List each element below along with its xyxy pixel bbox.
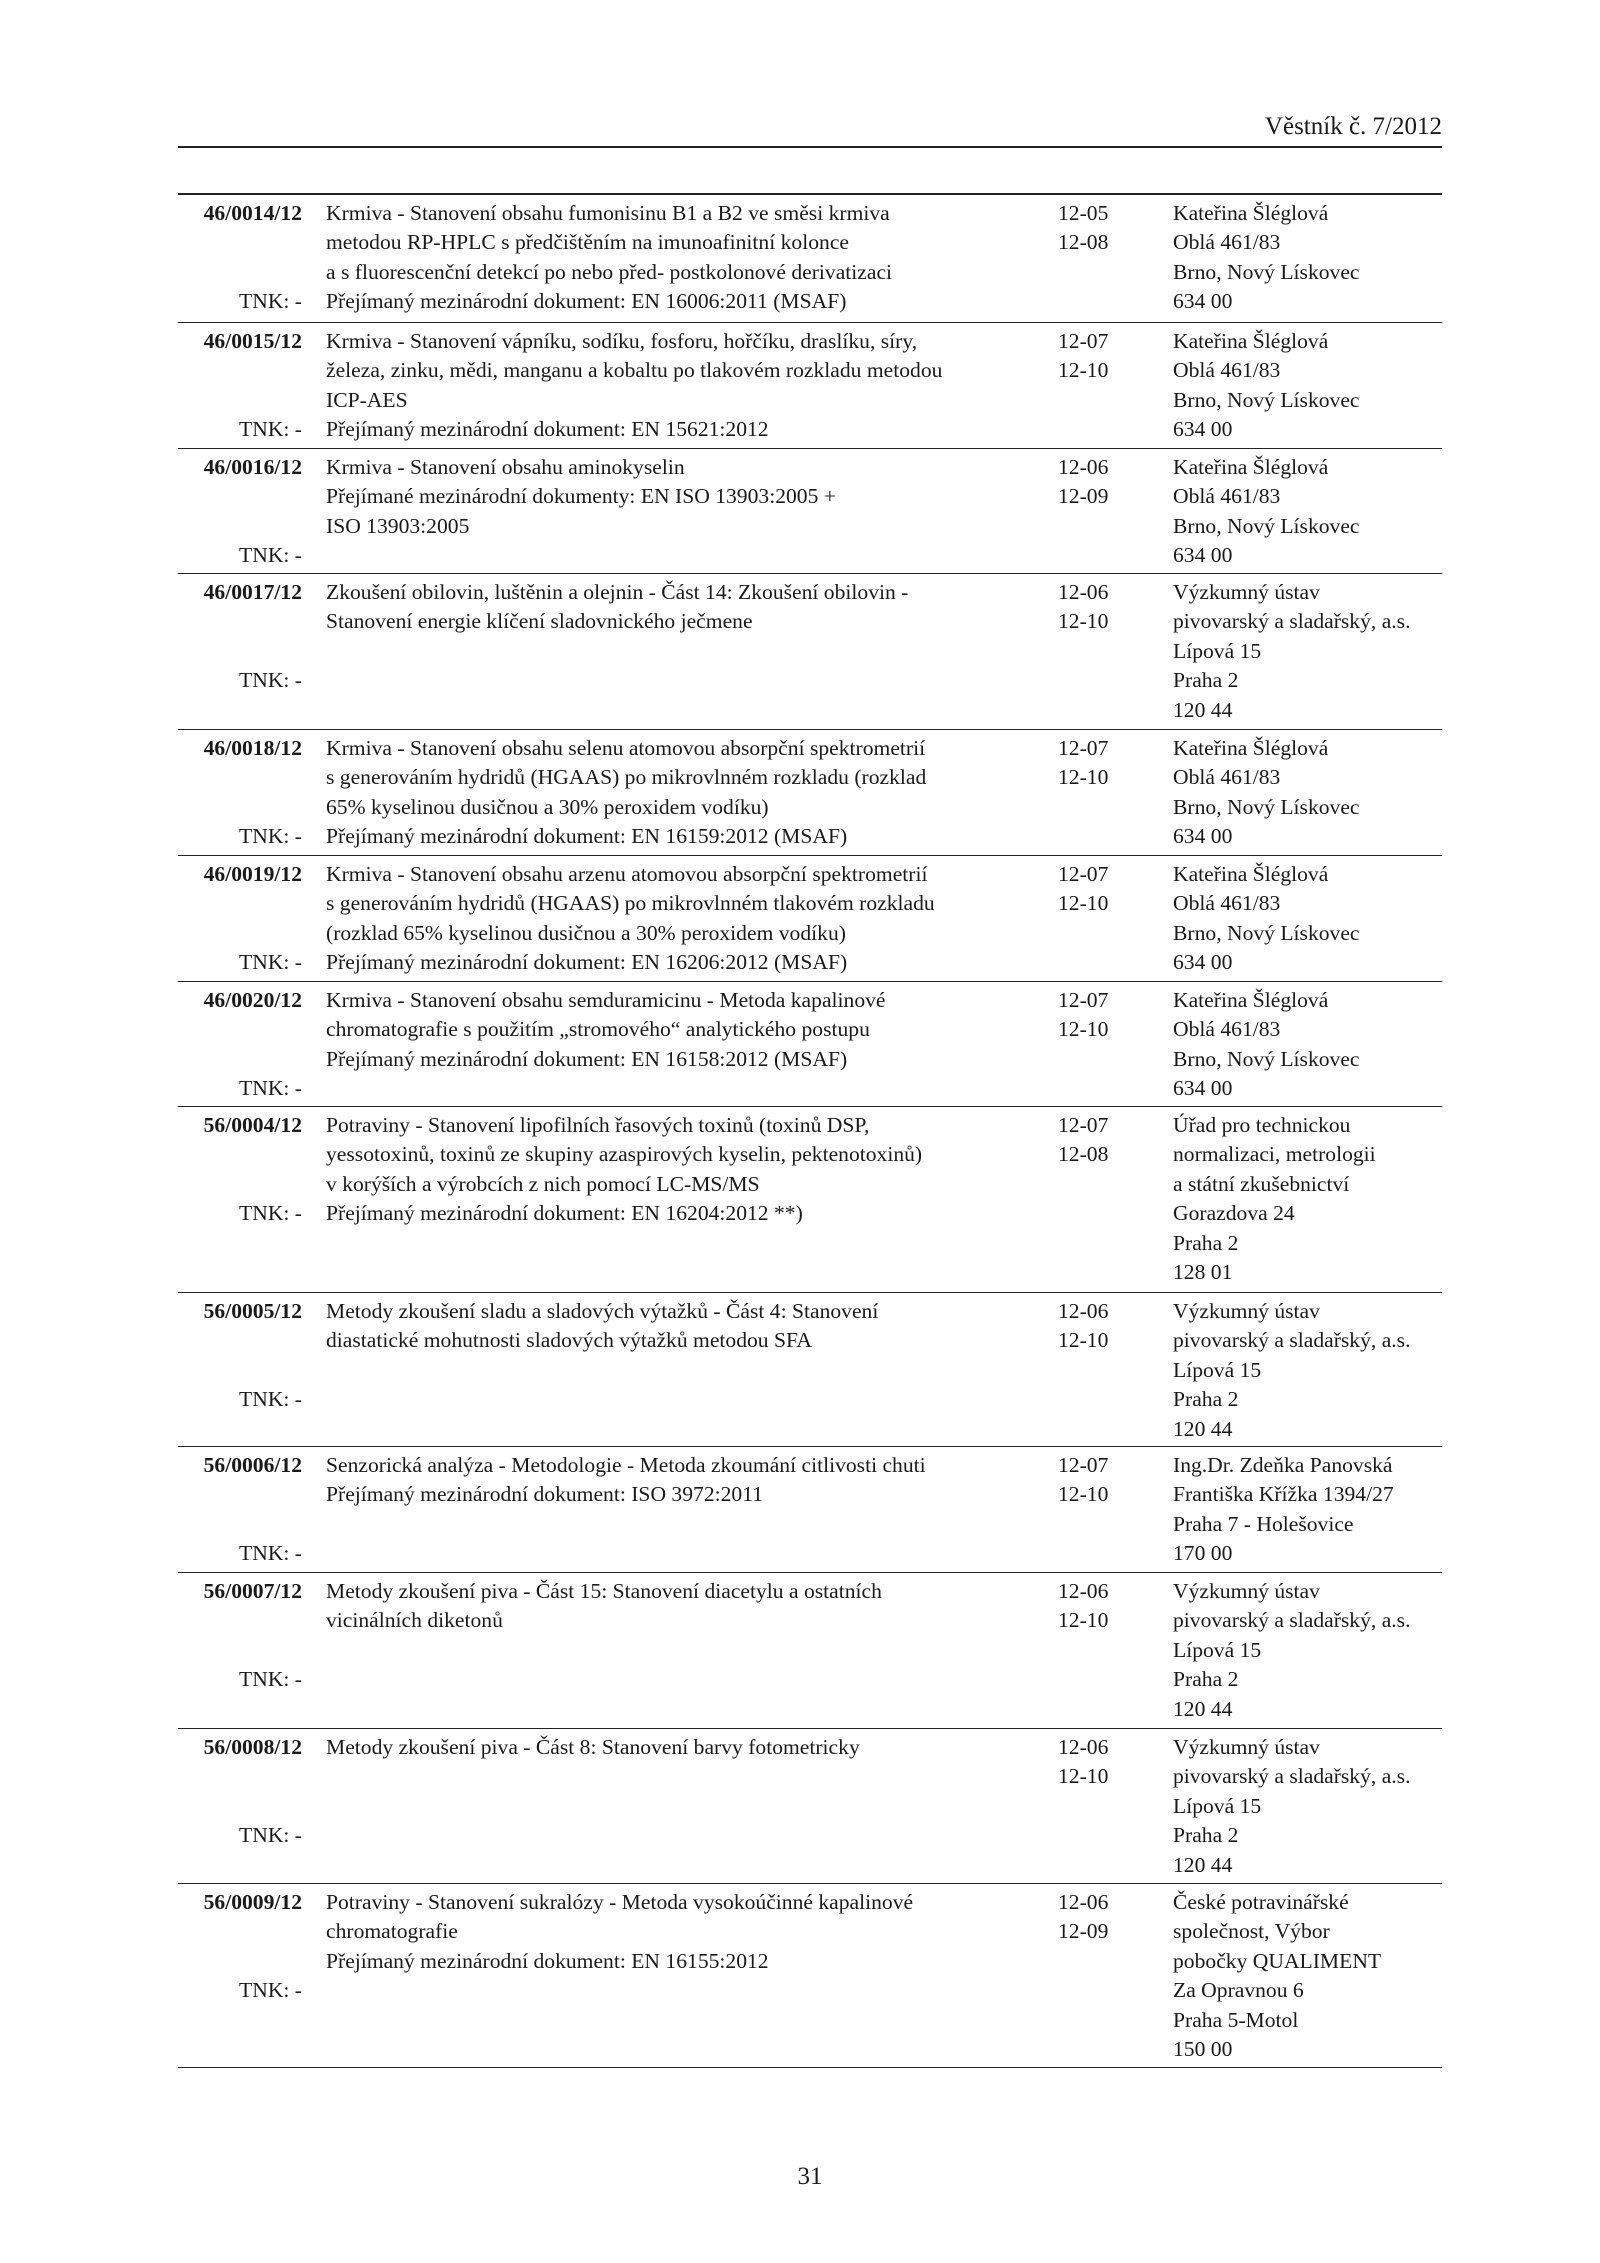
address-line: pivovarský a sladařský, a.s. (1173, 1764, 1411, 1789)
table-row (178, 982, 1442, 1107)
row-address (1173, 199, 1453, 317)
date-line: 12-06 (1058, 1735, 1109, 1759)
date-line: 12-07 (1058, 736, 1109, 760)
address-line: 634 00 (1173, 824, 1233, 849)
row-dates (1058, 1297, 1148, 1356)
address-line: Kateřina Šléglová (1173, 201, 1329, 225)
address-line: společnost, Výbor (1173, 1919, 1330, 1944)
address-line: a státní zkušebnictví (1173, 1171, 1350, 1196)
row-code: 56/0004/12 (203, 1113, 302, 1137)
address-line: Lípová 15 (1173, 1357, 1262, 1382)
table-row (178, 574, 1442, 730)
row-code: 46/0016/12 (203, 455, 302, 479)
row-tnk: TNK: - (239, 824, 302, 849)
title-line: Potraviny - Stanovení sukralózy - Metoda vysokoúčinné kapalinové (326, 1890, 914, 1914)
row-tnk: TNK: - (239, 1667, 302, 1692)
row-code: 46/0015/12 (203, 329, 302, 353)
address-line: Kateřina Šléglová (1173, 455, 1329, 479)
table-row (178, 1729, 1442, 1884)
address-line: 634 00 (1173, 417, 1233, 442)
table-row (178, 1447, 1442, 1573)
row-tnk: TNK: - (239, 950, 302, 975)
date-line: 12-06 (1058, 1299, 1109, 1323)
row-title (326, 199, 896, 317)
address-line: Oblá 461/83 (1173, 358, 1281, 383)
row-title (326, 734, 927, 852)
address-line: Za Opravnou 6 (1173, 1978, 1304, 2003)
row-address (1173, 1297, 1453, 1444)
address-line: 634 00 (1173, 289, 1233, 314)
date-line: 12-08 (1058, 1142, 1109, 1167)
title-line: Metody zkoušení sladu a sladových výtažků - Část 4: Stanovení (326, 1299, 879, 1323)
address-line: Výzkumný ústav (1173, 1735, 1320, 1759)
date-line: 12-06 (1058, 1890, 1109, 1914)
row-address (1173, 734, 1453, 852)
table-row (178, 1884, 1442, 2068)
address-line: Gorazdova 24 (1173, 1201, 1295, 1226)
title-line: ISO 13903:2005 (326, 513, 470, 538)
title-line: Přejímaný mezinárodní dokument: EN 16204:2012 **) (326, 1201, 803, 1226)
date-line: 12-10 (1058, 1608, 1109, 1633)
date-line: 12-10 (1058, 1328, 1109, 1353)
row-address (1173, 578, 1453, 725)
address-line: 170 00 (1173, 1541, 1233, 1566)
row-tnk: TNK: - (239, 668, 302, 693)
table-row (178, 449, 1442, 574)
title-line: železa, zinku, mědi, manganu a kobaltu po tlakovém rozkladu metodou (326, 358, 943, 383)
address-line: Praha 2 (1173, 1823, 1239, 1848)
address-line: 120 44 (1173, 1696, 1233, 1721)
address-line: Praha 2 (1173, 668, 1239, 693)
row-title (326, 1733, 896, 1762)
row-dates (1058, 199, 1148, 258)
row-dates (1058, 860, 1148, 919)
row-tnk: TNK: - (239, 543, 302, 568)
address-line: Oblá 461/83 (1173, 891, 1281, 916)
date-line: 12-09 (1058, 484, 1109, 509)
row-address (1173, 1888, 1453, 2064)
table-row (178, 195, 1442, 323)
table-row (178, 1107, 1442, 1293)
title-line: 65% kyselinou dusičnou a 30% peroxidem vodíku) (326, 794, 769, 819)
title-line: Krmiva - Stanovení obsahu arzenu atomovou absorpční spektrometrií (326, 862, 928, 886)
row-tnk: TNK: - (239, 417, 302, 442)
header-rule (178, 146, 1442, 148)
date-line: 12-10 (1058, 891, 1109, 916)
address-line: Lípová 15 (1173, 1793, 1262, 1818)
row-title (326, 1577, 896, 1636)
address-line: 120 44 (1173, 1416, 1233, 1441)
row-title (326, 1111, 923, 1229)
address-line: Ing.Dr. Zdeňka Panovská (1173, 1453, 1393, 1477)
address-line: Praha 5-Motol (1173, 2007, 1299, 2032)
title-line: ICP-AES (326, 387, 408, 412)
row-address (1173, 860, 1453, 978)
row-code: 56/0008/12 (203, 1735, 302, 1759)
title-line: Senzorická analýza - Metodologie - Metoda zkoumání citlivosti chuti (326, 1453, 926, 1477)
address-line: Františka Křížka 1394/27 (1173, 1482, 1394, 1507)
row-address (1173, 1111, 1453, 1287)
title-line: metodou RP-HPLC s předčištěním na imunoafinitní kolonce (326, 230, 849, 255)
row-dates (1058, 453, 1148, 512)
row-tnk: TNK: - (239, 1823, 302, 1848)
title-line: Krmiva - Stanovení obsahu semduramicinu - Metoda kapalinové (326, 988, 886, 1012)
row-title (326, 1888, 914, 1976)
address-line: pivovarský a sladařský, a.s. (1173, 1328, 1411, 1353)
row-code: 46/0014/12 (203, 201, 302, 225)
title-line: Potraviny - Stanovení lipofilních řasových toxinů (toxinů DSP, (326, 1113, 870, 1137)
address-line: Lípová 15 (1173, 1637, 1262, 1662)
row-code: 46/0017/12 (203, 580, 302, 604)
row-tnk: TNK: - (239, 1978, 302, 2003)
title-line: a s fluorescenční detekcí po nebo před- postkolonové derivatizaci (326, 259, 893, 284)
address-line: Praha 2 (1173, 1230, 1239, 1255)
row-dates (1058, 1111, 1148, 1170)
row-address (1173, 1577, 1453, 1724)
title-line: Krmiva - Stanovení obsahu fumonisinu B1 a B2 ve směsi krmiva (326, 201, 890, 225)
address-line: Úřad pro technickou (1173, 1113, 1351, 1137)
date-line: 12-10 (1058, 1017, 1109, 1042)
standards-table (178, 193, 1442, 2068)
address-line: Brno, Nový Lískovec (1173, 1046, 1360, 1071)
title-line: Krmiva - Stanovení vápníku, sodíku, fosforu, hořčíku, draslíku, síry, (326, 329, 918, 353)
row-tnk: TNK: - (239, 1387, 302, 1412)
row-title (326, 986, 896, 1074)
row-title (326, 1451, 926, 1510)
address-line: normalizaci, metrologii (1173, 1142, 1376, 1167)
row-title (326, 327, 943, 445)
row-dates (1058, 1577, 1148, 1636)
title-line: Krmiva - Stanovení obsahu aminokyselin (326, 455, 685, 479)
table-row (178, 323, 1442, 449)
title-line: (rozklad 65% kyselinou dusičnou a 30% peroxidem vodíku) (326, 920, 846, 945)
address-line: pivovarský a sladařský, a.s. (1173, 1608, 1411, 1633)
address-line: Brno, Nový Lískovec (1173, 259, 1360, 284)
date-line: 12-10 (1058, 358, 1109, 383)
row-code: 46/0019/12 (203, 862, 302, 886)
title-line: yessotoxinů, toxinů ze skupiny azaspirových kyselin, pektenotoxinů) (326, 1142, 923, 1167)
title-line: Přejímaný mezinárodní dokument: EN 16159:2012 (MSAF) (326, 824, 848, 849)
address-line: 634 00 (1173, 1076, 1233, 1101)
date-line: 12-08 (1058, 230, 1109, 255)
address-line: Kateřina Šléglová (1173, 988, 1329, 1012)
date-line: 12-10 (1058, 609, 1109, 634)
address-line: České potravinářské (1173, 1890, 1349, 1914)
date-line: 12-10 (1058, 1764, 1109, 1789)
date-line: 12-07 (1058, 862, 1109, 886)
row-code: 56/0006/12 (203, 1453, 302, 1477)
address-line: Výzkumný ústav (1173, 1579, 1320, 1603)
title-line: Stanovení energie klíčení sladovnického ječmene (326, 609, 753, 634)
title-line: vicinálních diketonů (326, 1608, 503, 1633)
title-line: Přejímaný mezinárodní dokument: EN 16155:2012 (326, 1948, 769, 1973)
title-line: chromatografie (326, 1919, 458, 1944)
row-address (1173, 327, 1453, 445)
row-title (326, 860, 935, 978)
address-line: Oblá 461/83 (1173, 230, 1281, 255)
date-line: 12-07 (1058, 1453, 1109, 1477)
address-line: Brno, Nový Lískovec (1173, 513, 1360, 538)
date-line: 12-10 (1058, 765, 1109, 790)
address-line: 128 01 (1173, 1260, 1233, 1285)
title-line: Přejímaný mezinárodní dokument: EN 15621:2012 (326, 417, 769, 442)
title-line: Přejímaný mezinárodní dokument: EN 16006:2011 (MSAF) (326, 289, 847, 314)
row-tnk: TNK: - (239, 1076, 302, 1101)
title-line: Krmiva - Stanovení obsahu selenu atomovou absorpční spektrometrií (326, 736, 926, 760)
title-line: diastatické mohutnosti sladových výtažků metodou SFA (326, 1328, 812, 1353)
address-line: Brno, Nový Lískovec (1173, 387, 1360, 412)
address-line: pobočky QUALIMENT (1173, 1948, 1382, 1973)
title-line: s generováním hydridů (HGAAS) po mikrovlnném rozkladu (rozklad (326, 765, 927, 790)
row-tnk: TNK: - (239, 1541, 302, 1566)
row-tnk: TNK: - (239, 289, 302, 314)
title-line: v korýších a výrobcích z nich pomocí LC-MS/MS (326, 1171, 760, 1196)
row-title (326, 578, 909, 637)
row-dates (1058, 578, 1148, 637)
row-address (1173, 1733, 1453, 1880)
address-line: Praha 2 (1173, 1387, 1239, 1412)
row-title (326, 453, 896, 541)
table-row (178, 856, 1442, 982)
title-line: Zkoušení obilovin, luštěnin a olejnin - Část 14: Zkoušení obilovin - (326, 580, 909, 604)
table-row (178, 1573, 1442, 1729)
row-dates (1058, 986, 1148, 1045)
address-line: Kateřina Šléglová (1173, 736, 1329, 760)
address-line: 634 00 (1173, 543, 1233, 568)
row-address (1173, 986, 1453, 1104)
address-line: Výzkumný ústav (1173, 1299, 1320, 1323)
title-line: Metody zkoušení piva - Část 15: Stanovení diacetylu a ostatních (326, 1579, 882, 1603)
address-line: Lípová 15 (1173, 638, 1262, 663)
date-line: 12-06 (1058, 580, 1109, 604)
address-line: Oblá 461/83 (1173, 1017, 1281, 1042)
page-header-title: Věstník č. 7/2012 (1264, 113, 1442, 140)
row-code: 46/0020/12 (203, 988, 302, 1012)
address-line: 150 00 (1173, 2037, 1233, 2062)
row-code: 56/0007/12 (203, 1579, 302, 1603)
row-code: 46/0018/12 (203, 736, 302, 760)
row-dates (1058, 327, 1148, 386)
address-line: Praha 7 - Holešovice (1173, 1511, 1354, 1536)
date-line: 12-07 (1058, 988, 1109, 1012)
address-line: 120 44 (1173, 1852, 1233, 1877)
address-line: Praha 2 (1173, 1667, 1239, 1692)
row-dates (1058, 1733, 1148, 1792)
address-line: Oblá 461/83 (1173, 484, 1281, 509)
row-dates (1058, 734, 1148, 793)
date-line: 12-05 (1058, 201, 1109, 225)
address-line: Výzkumný ústav (1173, 580, 1320, 604)
title-line: Přejímaný mezinárodní dokument: EN 16206:2012 (MSAF) (326, 950, 848, 975)
address-line: 634 00 (1173, 950, 1233, 975)
title-line: Přejímaný mezinárodní dokument: ISO 3972:2011 (326, 1482, 764, 1507)
date-line: 12-10 (1058, 1482, 1109, 1507)
row-dates (1058, 1451, 1148, 1510)
row-dates (1058, 1888, 1148, 1947)
address-line: Brno, Nový Lískovec (1173, 920, 1360, 945)
address-line: pivovarský a sladařský, a.s. (1173, 609, 1411, 634)
address-line: Oblá 461/83 (1173, 765, 1281, 790)
row-title (326, 1297, 896, 1356)
row-code: 56/0005/12 (203, 1299, 302, 1323)
table-row (178, 730, 1442, 856)
date-line: 12-07 (1058, 329, 1109, 353)
row-address (1173, 1451, 1453, 1569)
address-line: Kateřina Šléglová (1173, 329, 1329, 353)
title-line: Metody zkoušení piva - Část 8: Stanovení barvy fotometricky (326, 1735, 860, 1759)
date-line: 12-07 (1058, 1113, 1109, 1137)
page-number: 31 (797, 2163, 823, 2190)
row-tnk: TNK: - (239, 1201, 302, 1226)
title-line: s generováním hydridů (HGAAS) po mikrovlnném tlakovém rozkladu (326, 891, 935, 916)
address-line: Brno, Nový Lískovec (1173, 794, 1360, 819)
title-line: Přejímané mezinárodní dokumenty: EN ISO 13903:2005 + (326, 484, 836, 509)
date-line: 12-06 (1058, 1579, 1109, 1603)
title-line: chromatografie s použitím „stromového“ analytického postupu (326, 1017, 870, 1042)
title-line: Přejímaný mezinárodní dokument: EN 16158:2012 (MSAF) (326, 1046, 848, 1071)
date-line: 12-09 (1058, 1919, 1109, 1944)
table-row (178, 1293, 1442, 1447)
date-line: 12-06 (1058, 455, 1109, 479)
row-code: 56/0009/12 (203, 1890, 302, 1914)
row-address (1173, 453, 1453, 571)
address-line: 120 44 (1173, 697, 1233, 722)
address-line: Kateřina Šléglová (1173, 862, 1329, 886)
